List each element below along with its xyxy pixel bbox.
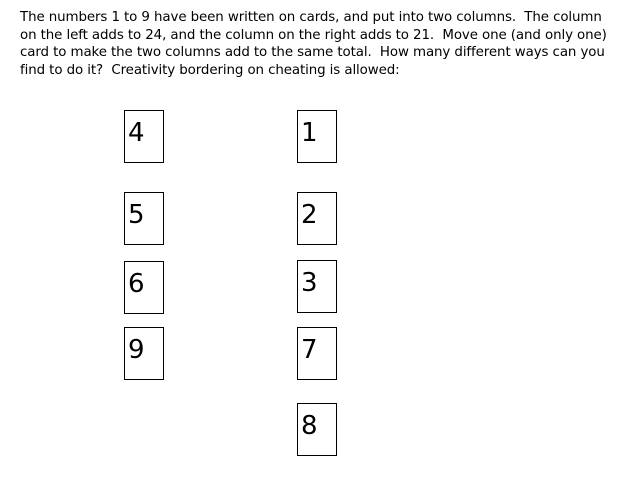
card-number: 8 <box>301 411 318 441</box>
left-card-2 <box>124 192 164 245</box>
left-card-1 <box>124 110 164 163</box>
right-card-4 <box>297 327 337 380</box>
card-number: 7 <box>301 335 318 365</box>
card-number: 5 <box>128 200 145 230</box>
card-number: 2 <box>301 200 318 230</box>
card-number: 1 <box>301 118 318 148</box>
card-number: 4 <box>128 118 145 148</box>
card-number: 9 <box>128 335 145 365</box>
left-card-4 <box>124 327 164 380</box>
card-number: 6 <box>128 269 145 299</box>
right-card-1 <box>297 110 337 163</box>
right-card-2 <box>297 192 337 245</box>
card-number: 3 <box>301 268 318 298</box>
right-card-5 <box>297 403 337 456</box>
problem-statement: The numbers 1 to 9 have been written on cards, and put into two columns. The column on the left adds to 24, and the column on the right adds to 21. Move one (and only one) card to make the two columns add to the same total. How many different ways can you find to do it? Creativity bordering on cheating is allowed: <box>20 10 611 78</box>
right-card-3 <box>297 260 337 313</box>
left-card-3 <box>124 261 164 314</box>
